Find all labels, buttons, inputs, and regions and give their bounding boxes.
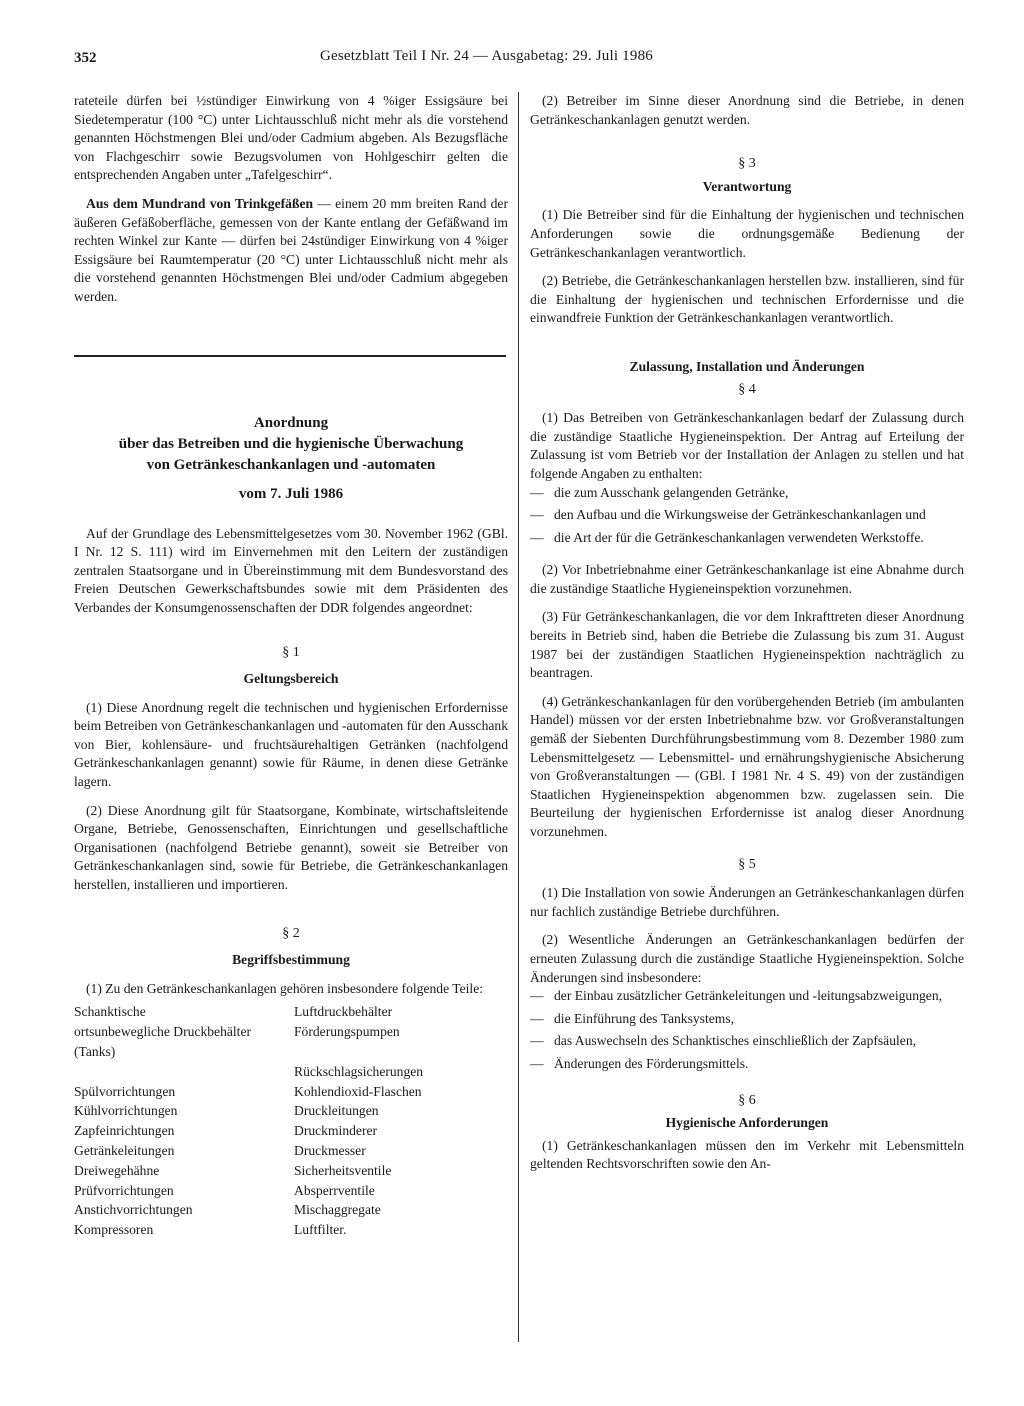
preamble-paragraph: Auf der Grundlage des Lebensmittelgesetzes vom 30. November 1962 (GBl. I Nr. 12 S. 111) wird im Einvernehmen mit den Leitern der zuständigen zentralen Staatsorgane und in Übereinstimmung mit dem Bundesvorstand des Freien Deutschen Gewerkschaftsbundes sowie mit dem Präsidenten des Verbandes der Konsumgenossenschaften der DDR folgendes angeordnet: <box>74 525 508 615</box>
table-cell: Mischaggregate <box>294 1202 381 1218</box>
section-6-sign: § 6 <box>738 1092 756 1108</box>
table-cell: Förderungspumpen <box>294 1024 400 1040</box>
table-cell: Kompressoren <box>74 1222 154 1238</box>
section-1-sign: § 1 <box>282 644 300 660</box>
table-cell: Getränkeleitungen <box>74 1142 175 1158</box>
right-column <box>530 92 964 1174</box>
table-row <box>74 1062 508 1082</box>
table-row <box>74 1082 508 1102</box>
table-row <box>74 1101 508 1121</box>
section-3-paragraph-1: (1) Die Betreiber sind für die Einhaltung der hygienischen und technischen Anforderungen sowie die ordnungsgemäße Bedienung der Getränkeschankanlagen verantwortlich. <box>530 207 964 260</box>
parts-table <box>74 1002 508 1240</box>
list-item: — die Einführung des Tanksystems, <box>530 1010 735 1026</box>
column-divider <box>518 92 519 1342</box>
list-item: — den Aufbau und die Wirkungsweise der Getränkeschankanlagen und <box>530 507 926 523</box>
mundrand-paragraph <box>74 195 508 307</box>
section-2-sign: § 2 <box>282 925 300 941</box>
table-row <box>74 1181 508 1201</box>
section-5-paragraph-2: (2) Wesentliche Änderungen an Getränkeschankanlagen bedürfen der erneuten Zulassung durch die zuständige Staatliche Hygieneinspektion. Solche Änderungen sind insbesondere: <box>530 932 964 985</box>
table-row <box>74 1141 508 1161</box>
list-item: — die zum Ausschank gelangenden Getränke, <box>530 484 789 500</box>
section-5-list <box>530 987 964 1073</box>
table-cell: Prüfvorrichtungen <box>74 1182 174 1198</box>
table-cell: Kühlvorrichtungen <box>74 1103 178 1119</box>
title-line-2: über das Betreiben und die hygienische Überwachung <box>118 435 464 452</box>
section-2-paragraph-1: (1) Zu den Getränkeschankanlagen gehören insbesondere folgende Teile: <box>86 980 484 996</box>
section-4-paragraph-4: (4) Getränkeschankanlagen für den vorübergehenden Betrieb (im ambulanten Handel) müssen vor der ersten Inbetriebnahme bzw. vor Großveranstaltungen gemäß der Siebenten Durchführungsbestimmung vom 8. Dezember 1980 zum Lebensmittelgesetz — Lebensmittel- und ernährungshygienische Absicherung von Großveranstaltungen — (GBl. I 1981 Nr. 4 S. 49) von der zuständigen Staatlichen Hygieneinspektion abgenommen bzw. zugelassen sein. Die Beurteilung der hygienischen Erfordernisse ist analog dieser Anordnung vorzunehmen. <box>530 693 964 839</box>
page-number: 352 <box>74 50 97 66</box>
table-cell: ortsunbewegliche Druckbehälter (Tanks) <box>74 1024 252 1059</box>
running-head: Gesetzblatt Teil I Nr. 24 — Ausgabetag: 29. Juli 1986 <box>320 48 653 64</box>
table-cell: Absperrventile <box>294 1182 375 1198</box>
table-row <box>74 1022 508 1062</box>
list-item: — Änderungen des Förderungsmittels. <box>530 1055 749 1071</box>
section-3-paragraph-2: (2) Betriebe, die Getränkeschankanlagen herstellen bzw. installieren, sind für die Einhaltung der hygienischen und technischen Erfordernisse und die einwandfreie Funktion der Getränkeschankanlagen verantwortlich. <box>530 273 964 326</box>
table-row <box>74 1220 508 1240</box>
table-cell: Sicherheitsventile <box>294 1162 392 1178</box>
section-2-heading: Begriffsbestimmung <box>232 952 350 968</box>
mundrand-bold-lead: Aus dem Mundrand von Trinkgefäßen <box>86 195 314 211</box>
section-4-paragraph-2: (2) Vor Inbetriebnahme einer Getränkeschankanlage ist eine Abnahme durch die zuständige Staatliche Hygieneinspektion vorzunehmen. <box>530 562 964 596</box>
list-item: — die Art der für die Getränkeschankanlagen verwendeten Werkstoffe. <box>530 529 924 545</box>
table-cell: Schanktische <box>74 1004 146 1020</box>
section-4-paragraph-3: (3) Für Getränkeschankanlagen, die vor dem Inkrafttreten dieser Anordnung bereits in Betrieb sind, haben die Betriebe die Zulassung bis zum 31. August 1987 bei der zuständigen Staatlichen Hygieneinspektion nachträglich zu beantragen. <box>530 609 964 681</box>
section-5-sign: § 5 <box>738 856 756 872</box>
section-1-paragraph-2: (2) Diese Anordnung gilt für Staatsorgane, Kombinate, wirtschaftsleitende Organe, Betriebe, Genossenschaften, Einrichtungen und gesellschaftliche Organisationen (nachfolgend Betriebe genannt), soweit sie Betreiber von Getränkeschankanlagen sind, sowie für Betriebe, die Getränkeschankanlagen herstellen, installieren und importieren. <box>74 802 508 893</box>
table-row <box>74 1002 508 1022</box>
section-6-paragraph-1: (1) Getränkeschankanlagen müssen den im Verkehr mit Lebensmitteln geltenden Rechtsvorschriften sowie den An- <box>530 1137 964 1172</box>
section-4-list <box>530 484 964 548</box>
title-date: vom 7. Juli 1986 <box>238 485 344 502</box>
table-cell: Zapfeinrichtungen <box>74 1123 175 1139</box>
section-4-paragraph-1: (1) Das Betreiben von Getränkeschankanlagen bedarf der Zulassung durch die zuständige Staatliche Hygieneinspektion. Der Antrag auf Erteilung der Zulassung ist vom Betrieb vor der Installation der Anlagen zu stellen und hat folgende Angaben zu enthalten: <box>530 410 964 481</box>
table-cell: Anstichvorrichtungen <box>74 1202 193 1218</box>
table-row <box>74 1161 508 1181</box>
carryover-paragraph: rateteile dürfen bei ½stündiger Einwirkung von 4 %iger Essigsäure bei Siedetemperatur (100 °C) unter Lichtausschluß nicht mehr als die vorstehend genannten Höchstmengen Blei und/oder Cadmium abgeben. Als Bezugsfläche von Flachgeschirr sowie Bezugsvolumen von Hohlgeschirr gelten die entsprechenden Angaben unter „Tafelgeschirr“. <box>74 93 508 183</box>
table-cell: Spülvorrichtungen <box>74 1083 176 1099</box>
table-cell <box>74 1062 294 1082</box>
table-cell: Druckminderer <box>294 1123 378 1139</box>
section-2-paragraph-2: (2) Betreiber im Sinne dieser Anordnung sind die Betriebe, in denen Getränkeschankanlagen genutzt werden. <box>530 93 964 127</box>
table-row <box>74 1121 508 1141</box>
left-column <box>74 92 508 1240</box>
section-heading-zulassung: Zulassung, Installation und Änderungen <box>629 358 865 374</box>
section-3-heading: Verantwortung <box>702 178 792 194</box>
table-cell: Luftdruckbehälter <box>294 1004 393 1020</box>
table-cell: Druckmesser <box>294 1142 366 1158</box>
table-row <box>74 1200 508 1220</box>
table-cell: Kohlendioxid-Flaschen <box>294 1083 422 1099</box>
title-line-3: von Getränkeschankanlagen und -automaten <box>146 456 436 473</box>
table-cell: Luftfilter. <box>294 1222 347 1238</box>
section-4-sign: § 4 <box>738 381 756 397</box>
section-1-paragraph-1: (1) Diese Anordnung regelt die technischen und hygienischen Erfordernisse beim Betreiben von Getränkeschankanlagen und -automaten für den Ausschank von Bier, kohlensäure- und fruchtsäurehaltigen Getränken (nachfolgend Getränkeschankanlagen genannt) sowie für Räume, in denen diese Getränke lagern. <box>74 699 508 790</box>
table-cell: Dreiwegehähne <box>74 1162 160 1178</box>
section-1-heading: Geltungsbereich <box>243 671 339 687</box>
mundrand-text: — einem 20 mm breiten Rand der äußeren Gefäßoberfläche, gemessen von der Kante entlang der Gefäßwand im rechten Winkel zur Kante — dürfen bei 24stündiger Einwirkung von 4 %iger Essigsäure bei Raumtemperatur (20 °C) unter Lichtausschluß nicht mehr als die vorstehend genannten Höchstmengen Blei und/oder Cadmium abgegeben werden. <box>74 195 508 304</box>
section-3-sign: § 3 <box>738 156 756 172</box>
section-6-heading: Hygienische Anforderungen <box>665 1115 829 1131</box>
list-item: — das Auswechseln des Schanktisches einschließlich der Zapfsäulen, <box>530 1033 917 1049</box>
table-cell: Druckleitungen <box>294 1103 379 1119</box>
title-line-1: Anordnung <box>253 414 329 431</box>
section-5-paragraph-1: (1) Die Installation von sowie Änderungen an Getränkeschankanlagen dürfen nur fachlich zuständige Betriebe durchführen. <box>530 885 964 919</box>
list-item: — der Einbau zusätzlicher Getränkeleitungen und -leitungsabzweigungen, <box>530 988 943 1004</box>
table-cell: Rückschlagsicherungen <box>294 1063 424 1079</box>
